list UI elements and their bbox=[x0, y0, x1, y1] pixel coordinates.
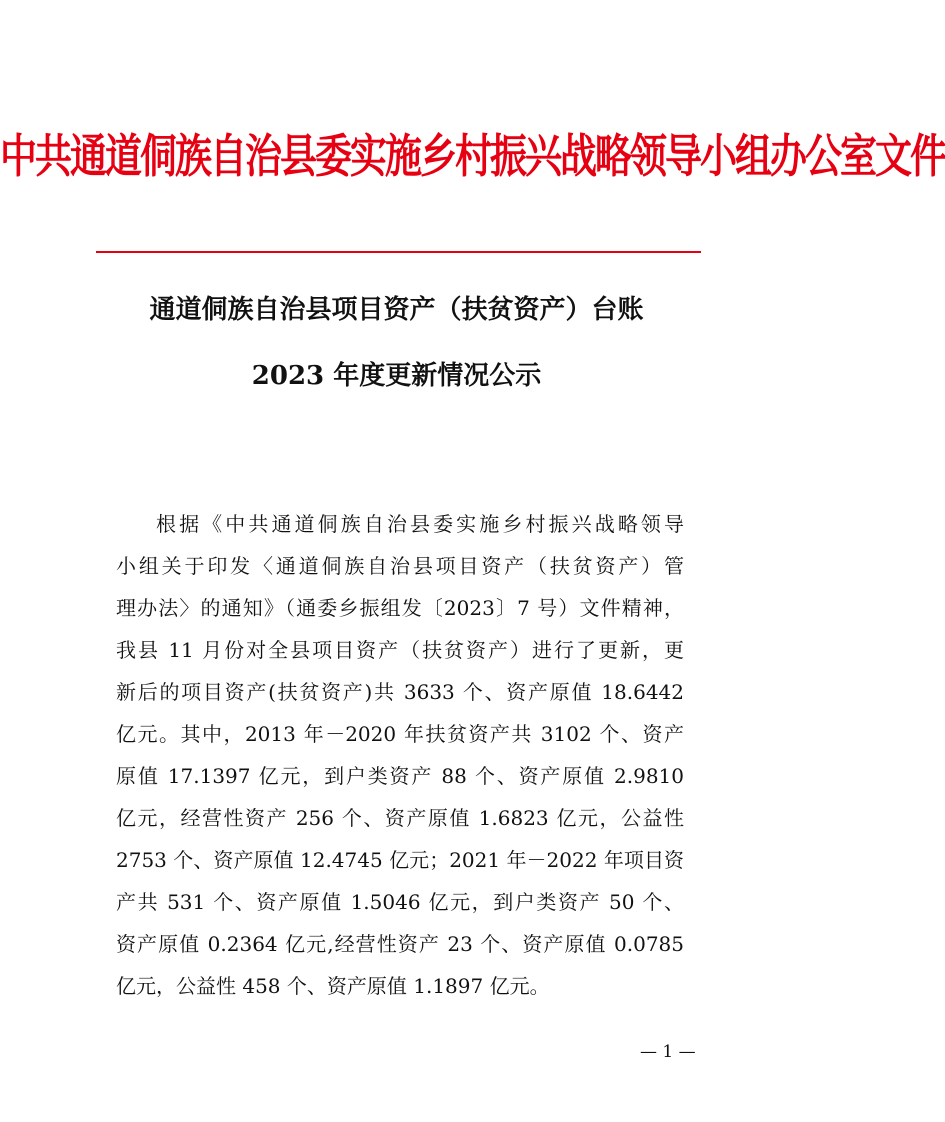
body-line: 新后的项目资产(扶贫资产)共 3633 个、资产原值 18.6442 bbox=[116, 680, 684, 704]
red-separator-rule bbox=[96, 251, 701, 253]
body-line: 小组关于印发〈通道侗族自治县项目资产（扶贫资产）管 bbox=[116, 554, 684, 578]
issuer-header: 中共通道侗族自治县委实施乡村振兴战略领导小组办公室文件 bbox=[0, 128, 945, 183]
document-title-line-1: 通道侗族自治县项目资产（扶贫资产）台账 bbox=[149, 295, 644, 325]
body-line: 根据《中共通道侗族自治县委实施乡村振兴战略领导 bbox=[156, 512, 684, 536]
page-number: — 1 — bbox=[640, 1042, 696, 1062]
body-line: 亿元，公益性 458 个、资产原值 1.1897 亿元。 bbox=[116, 974, 550, 998]
body-line: 产共 531 个、资产原值 1.5046 亿元，到户类资产 50 个、 bbox=[116, 890, 684, 914]
body-line: 亿元，经营性资产 256 个、资产原值 1.6823 亿元，公益性 bbox=[116, 806, 684, 830]
body-line: 我县 11 月份对全县项目资产（扶贫资产）进行了更新，更 bbox=[116, 638, 684, 662]
body-line: 原值 17.1397 亿元，到户类资产 88 个、资产原值 2.9810 bbox=[116, 764, 684, 788]
body-line: 资产原值 0.2364 亿元,经营性资产 23 个、资产原值 0.0785 bbox=[116, 932, 684, 956]
body-line: 2753 个、资产原值 12.4745 亿元；2021 年－2022 年项目资 bbox=[116, 848, 684, 872]
body-line: 理办法〉的通知》（通委乡振组发〔2023〕7 号）文件精神， bbox=[116, 596, 684, 620]
body-line: 亿元。其中，2013 年－2020 年扶贫资产共 3102 个、资产 bbox=[116, 722, 684, 746]
document-title-line-2: 2023 年度更新情况公示 bbox=[251, 361, 542, 391]
